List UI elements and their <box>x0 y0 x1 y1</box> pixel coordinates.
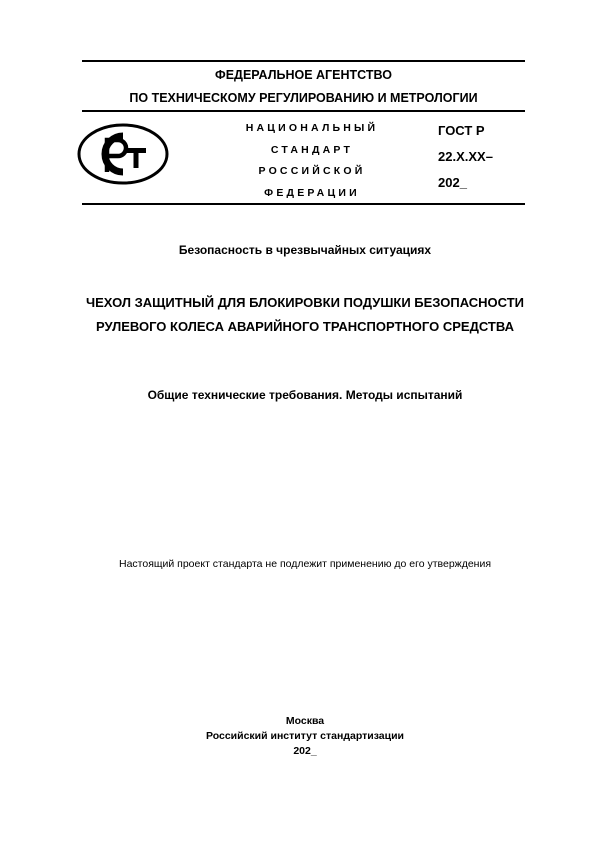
standard-title <box>40 291 570 339</box>
rst-certification-mark-icon <box>76 122 170 186</box>
imprint-city: Москва <box>285 715 325 727</box>
title-line-1: ЧЕХОЛ ЗАЩИТНЫЙ ДЛЯ БЛОКИРОВКИ ПОДУШКИ БЕЗОПАСНОСТИ <box>85 295 525 310</box>
national-standard-line: ФЕДЕРАЦИИ <box>264 186 360 199</box>
imprint-year: 202_ <box>293 745 317 757</box>
national-standard-line: РОССИЙСКОЙ <box>258 165 366 177</box>
gost-designation <box>438 118 493 196</box>
imprint-publisher: Российский институт стандартизации <box>205 730 405 742</box>
gost-prefix: ГОСТ Р <box>438 123 485 138</box>
agency-rule <box>82 110 525 112</box>
header-bottom-rule <box>82 203 525 205</box>
gost-year: 202_ <box>438 175 467 190</box>
national-standard-label <box>222 118 402 204</box>
top-rule <box>82 60 525 62</box>
agency-name <box>82 64 525 110</box>
standard-topic: Безопасность в чрезвычайных ситуациях <box>178 243 432 257</box>
agency-line-2: ПО ТЕХНИЧЕСКОМУ РЕГУЛИРОВАНИЮ И МЕТРОЛОГИИ <box>129 91 478 105</box>
standard-subtitle: Общие технические требования. Методы испытаний <box>147 388 463 402</box>
gost-number: 22.Х.ХХ– <box>438 149 493 164</box>
national-standard-line: СТАНДАРТ <box>270 143 354 156</box>
national-standard-line: НАЦИОНАЛЬНЫЙ <box>245 122 379 134</box>
draft-notice: Настоящий проект стандарта не подлежит применению до его утверждения <box>118 558 492 570</box>
agency-line-1: ФЕДЕРАЛЬНОЕ АГЕНТСТВО <box>215 68 392 82</box>
imprint <box>40 714 570 759</box>
title-line-2: РУЛЕВОГО КОЛЕСА АВАРИЙНОГО ТРАНСПОРТНОГО СРЕДСТВА <box>96 319 514 334</box>
